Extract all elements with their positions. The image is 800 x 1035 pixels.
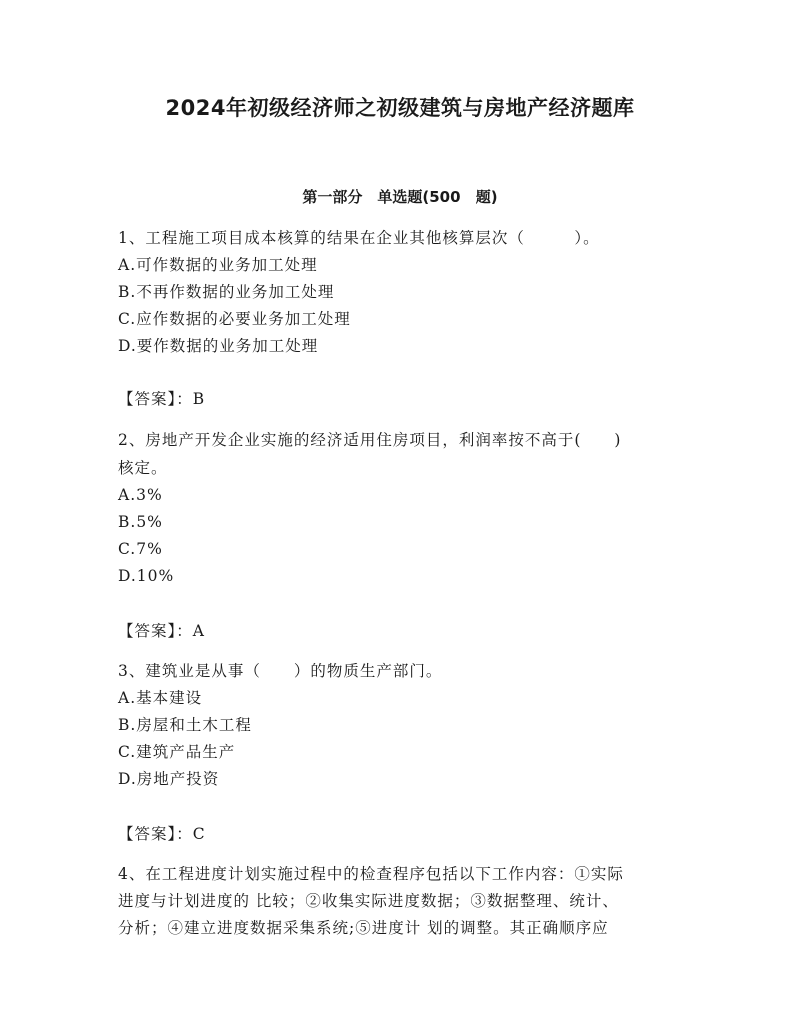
section-heading: 第一部分 单选题(500 题) <box>302 188 498 206</box>
question-1-option-d: D.要作数据的业务加工处理 <box>118 337 319 355</box>
answer-label: 【答案】： <box>118 825 193 843</box>
answer-label: 【答案】： <box>118 390 193 408</box>
question-4-stem-line-1: 4、在工程进度计划实施过程中的检查程序包括以下工作内容：①实际 <box>118 865 624 883</box>
question-2-option-b: B.5% <box>118 513 163 531</box>
question-1-option-b: B.不再作数据的业务加工处理 <box>118 283 335 301</box>
answer-label: 【答案】： <box>118 622 193 640</box>
question-4-stem-line-2: 进度与计划进度的 比较；②收集实际进度数据；③数据整理、统计、 <box>118 892 619 910</box>
question-3-option-b: B.房屋和土木工程 <box>118 716 252 734</box>
question-1-option-a: A.可作数据的业务加工处理 <box>118 256 318 274</box>
question-2-option-a: A.3% <box>118 486 163 504</box>
question-3-answer <box>118 824 206 844</box>
question-4-stem-line-3: 分析；④建立进度数据采集系统;⑤进度计 划的调整。其正确顺序应 <box>118 919 609 937</box>
question-2-stem-line-1: 2、房地产开发企业实施的经济适用住房项目，利润率按不高于( ) <box>118 431 622 449</box>
answer-value: A <box>192 622 205 640</box>
question-3-option-a: A.基本建设 <box>118 689 203 707</box>
question-3-option-c: C.建筑产品生产 <box>118 743 236 761</box>
question-1-option-c: C.应作数据的必要业务加工处理 <box>118 310 351 328</box>
question-1-stem: 1、工程施工项目成本核算的结果在企业其他核算层次（ ）。 <box>118 229 600 247</box>
document-title: 2024年初级经济师之初级建筑与房地产经济题库 <box>165 96 635 120</box>
answer-value: C <box>192 825 206 843</box>
question-2-option-c: C.7% <box>118 540 163 558</box>
question-3-option-d: D.房地产投资 <box>118 770 220 788</box>
question-1-answer <box>118 389 205 409</box>
answer-value: B <box>192 390 206 408</box>
question-2-stem-line-2: 核定。 <box>118 459 168 477</box>
question-2-answer <box>118 621 205 641</box>
question-2-option-d: D.10% <box>118 567 175 585</box>
question-3-stem: 3、建筑业是从事（ ）的物质生产部门。 <box>118 662 443 680</box>
